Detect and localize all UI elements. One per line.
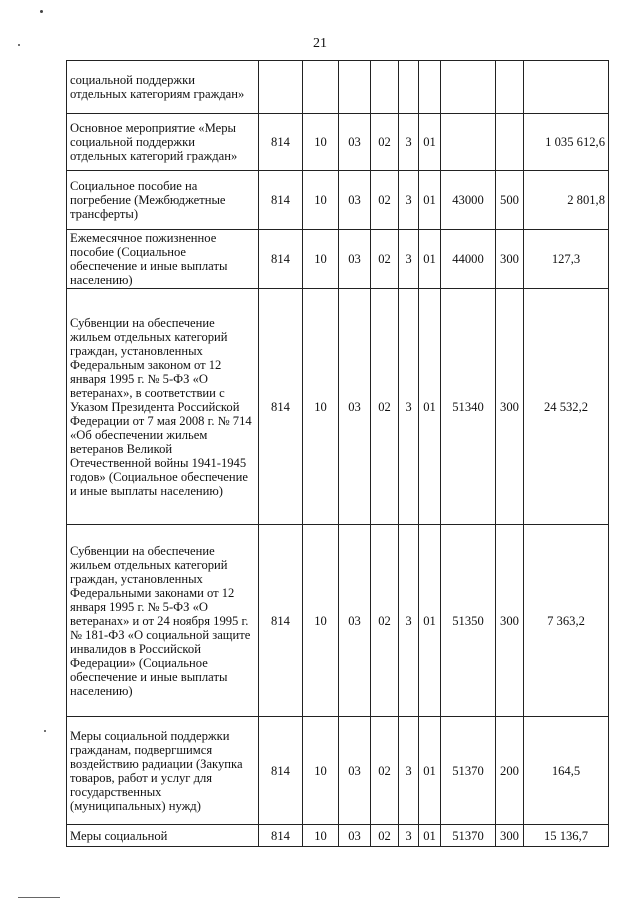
- admin-cell: 814: [259, 230, 303, 289]
- section-cell: [303, 61, 339, 114]
- program-cell: 02: [371, 289, 399, 525]
- subprogram-cell: 3: [399, 825, 419, 847]
- expense-name-cell: Меры социальной поддержки гражданам, подвергшимся воздействию радиации (Закупка товаров, работ и услуг для государственных (муниципальных) нужд): [67, 717, 259, 825]
- admin-cell: 814: [259, 171, 303, 230]
- program-cell: [371, 61, 399, 114]
- table-row: [67, 825, 609, 847]
- admin-cell: 814: [259, 717, 303, 825]
- subprogram-cell: 3: [399, 114, 419, 171]
- footer-rule: [18, 897, 60, 898]
- direction-cell: 51350: [441, 525, 496, 717]
- expense-name-cell: Субвенции на обеспечение жильем отдельных категорий граждан, установленных Федеральными законами от 12 января 1995 г. № 5-ФЗ «О ветеранах» и от 24 ноября 1995 г. № 181-ФЗ «О социальной защите инвалидов в Российской Федерации» (Социальное обеспечение и иные выплаты населению): [67, 525, 259, 717]
- subprogram-cell: 3: [399, 171, 419, 230]
- subsection-cell: 03: [339, 230, 371, 289]
- page-number: 21: [313, 36, 327, 51]
- expense-type-cell: 300: [496, 289, 524, 525]
- direction-cell: 51340: [441, 289, 496, 525]
- expense-type-cell: [496, 114, 524, 171]
- amount-cell: 164,5: [524, 717, 609, 825]
- admin-cell: 814: [259, 114, 303, 171]
- expense-type-cell: 300: [496, 230, 524, 289]
- expense-name-cell: Основное мероприятие «Меры социальной поддержки отдельных категорий граждан»: [67, 114, 259, 171]
- expense-name-cell: Социальное пособие на погребение (Межбюджетные трансферты): [67, 171, 259, 230]
- amount-cell: 127,3: [524, 230, 609, 289]
- admin-cell: 814: [259, 525, 303, 717]
- table-row: [67, 61, 609, 114]
- scan-speck: [18, 44, 20, 46]
- section-cell: 10: [303, 289, 339, 525]
- program-cell: 02: [371, 717, 399, 825]
- table-row: [67, 114, 609, 171]
- admin-cell: 814: [259, 825, 303, 847]
- subprogram-cell: 3: [399, 717, 419, 825]
- direction-cell: [441, 61, 496, 114]
- program-cell: 02: [371, 114, 399, 171]
- subsection-cell: 03: [339, 289, 371, 525]
- subsection-cell: 03: [339, 717, 371, 825]
- expense-name-cell: Субвенции на обеспечение жильем отдельных категорий граждан, установленных Федеральным законом от 12 января 1995 г. № 5-ФЗ «О ветеранах», в соответствии с Указом Президента Российской Федерации от 7 мая 2008 г. № 714 «Об обеспечении жильем ветеранов Великой Отечественной войны 1941-1945 годов» (Социальное обеспечение и иные выплаты населению): [67, 289, 259, 525]
- event-cell: [419, 61, 441, 114]
- program-cell: 02: [371, 825, 399, 847]
- subprogram-cell: 3: [399, 289, 419, 525]
- subprogram-cell: 3: [399, 525, 419, 717]
- subsection-cell: 03: [339, 825, 371, 847]
- expense-type-cell: 200: [496, 717, 524, 825]
- expense-name-cell: социальной поддержки отдельных категориям граждан»: [67, 61, 259, 114]
- program-cell: 02: [371, 230, 399, 289]
- subsection-cell: 03: [339, 171, 371, 230]
- amount-cell: 1 035 612,6: [524, 114, 609, 171]
- subsection-cell: 03: [339, 525, 371, 717]
- expense-type-cell: 500: [496, 171, 524, 230]
- subsection-cell: 03: [339, 114, 371, 171]
- expense-type-cell: 300: [496, 525, 524, 717]
- scan-speck: [44, 730, 46, 732]
- section-cell: 10: [303, 230, 339, 289]
- direction-cell: 51370: [441, 717, 496, 825]
- event-cell: 01: [419, 171, 441, 230]
- event-cell: 01: [419, 717, 441, 825]
- section-cell: 10: [303, 114, 339, 171]
- subprogram-cell: 3: [399, 230, 419, 289]
- amount-cell: 24 532,2: [524, 289, 609, 525]
- section-cell: 10: [303, 171, 339, 230]
- event-cell: 01: [419, 114, 441, 171]
- expense-name-cell: Ежемесячное пожизненное пособие (Социальное обеспечение и иные выплаты населению): [67, 230, 259, 289]
- table-row: [67, 171, 609, 230]
- amount-cell: [524, 61, 609, 114]
- admin-cell: 814: [259, 289, 303, 525]
- section-cell: 10: [303, 825, 339, 847]
- amount-cell: 15 136,7: [524, 825, 609, 847]
- program-cell: 02: [371, 525, 399, 717]
- event-cell: 01: [419, 825, 441, 847]
- event-cell: 01: [419, 289, 441, 525]
- subprogram-cell: [399, 61, 419, 114]
- section-cell: 10: [303, 717, 339, 825]
- admin-cell: [259, 61, 303, 114]
- section-cell: 10: [303, 525, 339, 717]
- expense-type-cell: [496, 61, 524, 114]
- table-row: [67, 289, 609, 525]
- event-cell: 01: [419, 525, 441, 717]
- subsection-cell: [339, 61, 371, 114]
- scan-speck: [40, 10, 43, 13]
- amount-cell: 7 363,2: [524, 525, 609, 717]
- event-cell: 01: [419, 230, 441, 289]
- amount-cell: 2 801,8: [524, 171, 609, 230]
- direction-cell: 51370: [441, 825, 496, 847]
- table-row: [67, 717, 609, 825]
- table-row: [67, 230, 609, 289]
- direction-cell: [441, 114, 496, 171]
- budget-table: [66, 60, 609, 847]
- expense-name-cell: Меры социальной: [67, 825, 259, 847]
- expense-type-cell: 300: [496, 825, 524, 847]
- program-cell: 02: [371, 171, 399, 230]
- direction-cell: 43000: [441, 171, 496, 230]
- direction-cell: 44000: [441, 230, 496, 289]
- table-row: [67, 525, 609, 717]
